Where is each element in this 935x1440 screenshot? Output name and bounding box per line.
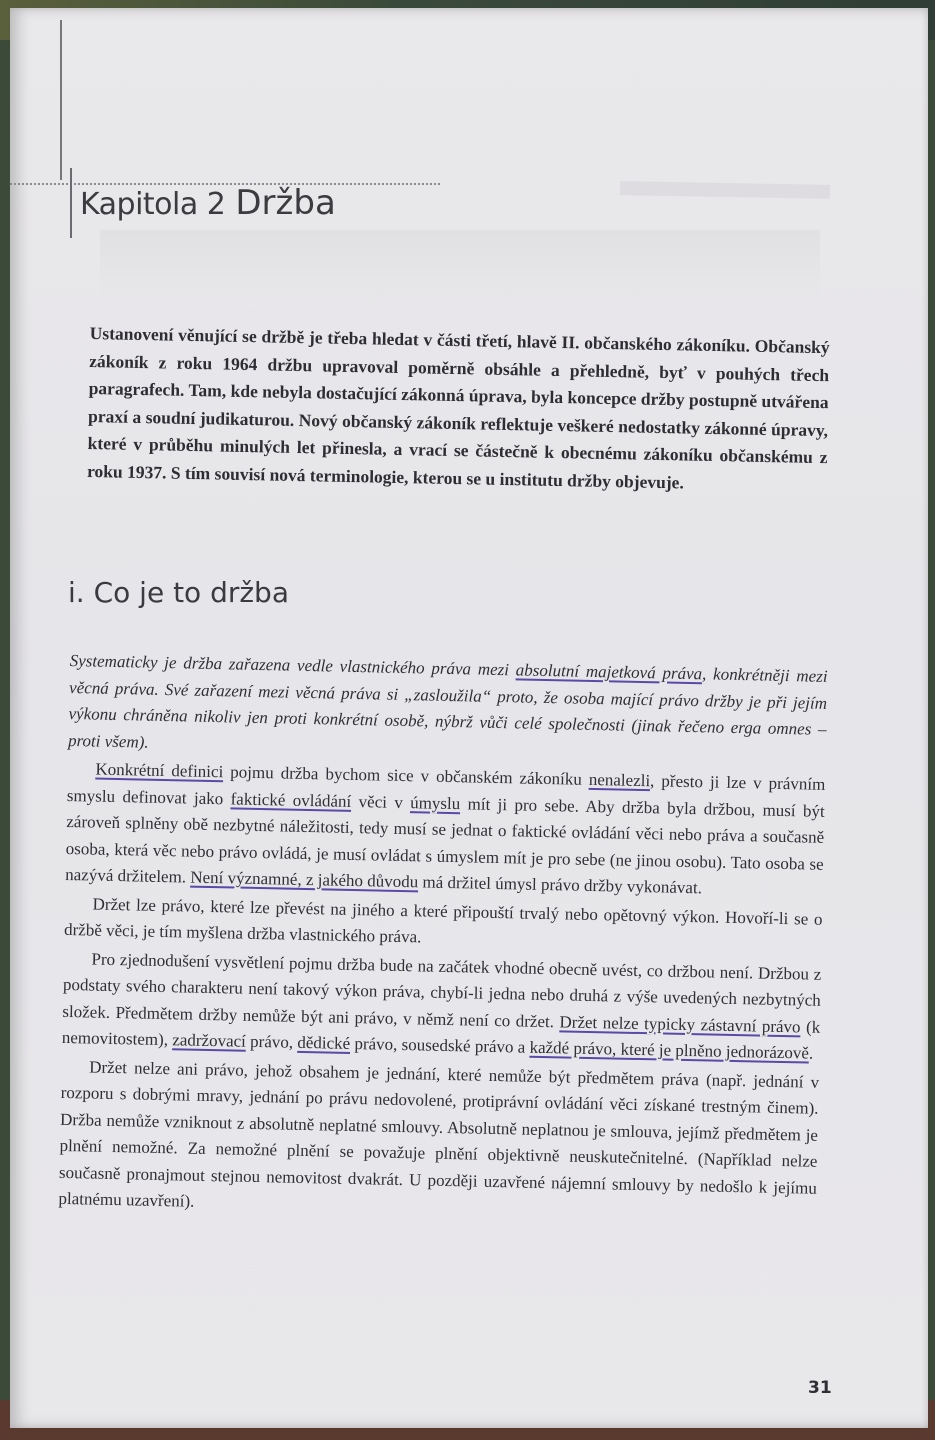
underlined-phrase: Není významné, z jakého důvodu — [190, 867, 419, 892]
section-body — [58, 648, 828, 1228]
paragraph-1 — [68, 648, 828, 770]
underlined-phrase: úmyslu — [410, 792, 461, 813]
chapter-intro: Ustanovení věnující se držbě je třeba hledat v části třetí, hlavě II. občanského zákoníku. Občanský zákoník z roku 1964 držbu upravoval poměrně obsáhle a přehledně, byť v pouhých třech paragrafech. Tam, kde nebyla dostačující zákonná úprava, byla koncepce držby postupně utvářena praxí a soudní judikaturou. Nový občanský zákoník reflektuje veškeré nedostatky zákonné úpravy, které v průběhu minulých let přinesla, a vrací se částečně k obecnému zákoníku občanskému z roku 1937. S tím souvisí nová terminologie, kterou se u institutu držby objevuje. — [86, 322, 830, 492]
chapter-title: Držba — [235, 183, 336, 223]
show-through-shadow — [620, 181, 830, 199]
text-run: má držitel úmysl právo držby vykonávat. — [418, 872, 703, 898]
chapter-rule — [70, 168, 72, 238]
text-run: mít ji pro sebe. Aby držba byla držbou, musí být zároveň splněny obě nezbytné náležitosti, tedy musí se jednat o faktické ovládání věci nebo práva a současně osoba, která věc nebo právo ovládá, je musí ovládat s úmyslem mít je pro sebe (ne jinou osobu). Tato osoba se nazývá držitelem. — [65, 793, 825, 887]
text-run: . — [808, 1043, 814, 1063]
underlined-phrase: Konkrétní definici — [95, 759, 224, 782]
chapter-number: Kapitola 2 — [80, 187, 226, 222]
text-run: pojmu držba bychom sice v občanském zákoníku — [223, 762, 590, 789]
text-run: , přesto ji lze v právním smyslu definovat jako — [66, 771, 826, 808]
underlined-phrase: absolutní majetková práva — [515, 660, 703, 684]
underlined-phrase: Držet nelze typicky zástavní právo — [559, 1011, 801, 1036]
text-run: právo, — [245, 1031, 298, 1052]
book-page — [10, 8, 928, 1428]
show-through-shadow — [100, 230, 820, 300]
underlined-phrase: nenalezli — [588, 769, 651, 791]
page-margin-line — [60, 20, 62, 180]
text-run: právo, sousedské právo a — [350, 1033, 530, 1057]
text-run: , konkrétněji mezi věcná práva. Své zařazení mezi věcná práva si „zasloužila“ proto, že osoba mající právo držby je při jejím výkonu chráněna nikoliv jen proti konkrétní osobě, nýbrž vůči celé společnosti (jinak řečeno erga omnes – proti všem). — [67, 664, 828, 752]
chapter-heading — [80, 183, 336, 223]
page-number: 31 — [808, 1378, 832, 1398]
section-heading: i. Co je to držba — [68, 576, 289, 609]
paragraph-4 — [62, 945, 822, 1067]
underlined-phrase: faktické ovládání — [230, 788, 352, 811]
paragraph-2 — [65, 756, 826, 904]
underlined-phrase: zadržovací — [172, 1030, 247, 1051]
underlined-phrase: dědické — [297, 1032, 351, 1053]
paragraph-5: Držet nelze ani právo, jehož obsahem je jednání, které nemůže být předmětem práva (např. jednání v rozporu s dobrými mravy, jednání po právu nedovolené, protiprávní ovládání věci získané trestným činem). Držba nemůže vzniknout z absolutně neplatné smlouvy. Absolutně neplatnou je smlouva, jejímž předmětem je plnění nemožné. Za nemožné plnění se považuje plnění objektivně neuskutečnitelné. (Například nelze současně pronajmout stejnou nemovitost dvakrát. U později uzavřené nájemní smlouvy by nedošlo k jejímu platnému uzavření). — [58, 1056, 820, 1211]
text-run: (k nemovitostem), — [61, 1016, 821, 1050]
text-run: Systematicky je držba zařazena vedle vlastnického práva mezi — [69, 650, 516, 680]
text-run: věci v — [351, 791, 411, 812]
underlined-phrase: každé právo, které je plněno jednorázově — [529, 1037, 810, 1063]
text-run: Pro zjednodušení vysvětlení pojmu držba bude na začátek vhodné obecně uvést, co držbou není. Držbou z podstaty svého charakteru není takový výkon práva, chybí-li jedna nebo druhá z výše uvedených nezbytných složek. Předmětem držby nemůže být ani právo, v němž není co držet. — [62, 949, 822, 1031]
paragraph-3: Držet lze právo, které lze převést na jiného a které připouští trvalý nebo opětovný výkon. Hovoří-li se o držbě věci, je tím myšlena držba vlastnického práva. — [63, 894, 823, 947]
